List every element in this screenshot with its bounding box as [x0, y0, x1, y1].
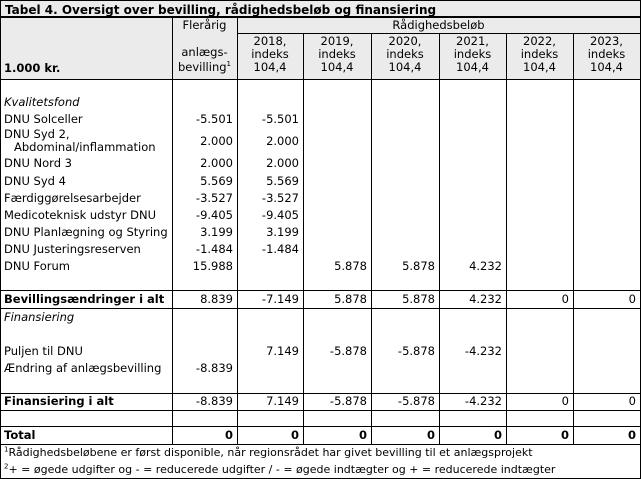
- row-value: [573, 260, 640, 274]
- grid-vline: [371, 33, 372, 444]
- year-label: 2020,: [388, 34, 422, 48]
- finansiering-total-value: -8.839: [195, 394, 233, 408]
- row-value: 3.199: [266, 225, 299, 239]
- year-index-label: indeks: [251, 47, 289, 61]
- year-label: 2023,: [590, 34, 623, 48]
- bevilling-total-label: Bevillingsændringer i alt: [4, 292, 165, 306]
- table-title: Tabel 4. Oversigt over bevilling, rådighedsbeløb og finansiering: [0, 0, 641, 17]
- unit-label: 1.000 kr.: [4, 61, 61, 75]
- total-value: 0: [358, 428, 367, 442]
- finansiering-total-value: 0: [628, 394, 636, 408]
- row-value: -5.501: [195, 112, 233, 126]
- row-value: [303, 226, 371, 240]
- row-value: -9.405: [195, 208, 233, 222]
- row-value: 5.569: [200, 174, 233, 188]
- row-value: 2.000: [200, 134, 233, 148]
- finansiering-total-label: Finansiering i alt: [4, 394, 114, 408]
- row-label: Abdominal/inflammation: [14, 140, 156, 154]
- grid-hline: [0, 444, 641, 445]
- year-index-label: indeks: [520, 47, 559, 61]
- row-value: [303, 135, 371, 148]
- row-value: [439, 175, 506, 189]
- year-label: 2018,: [253, 34, 287, 48]
- row-value: -9.405: [261, 208, 299, 222]
- row-value: [303, 243, 371, 257]
- fin-row-value: -5.878: [329, 344, 367, 358]
- row-value: [371, 175, 439, 189]
- section-kvalitetsfond: Kvalitetsfond: [4, 95, 80, 109]
- bevilling-total-value: 5.878: [334, 292, 367, 306]
- footnote-marker: 1: [4, 445, 9, 454]
- total-value: 0: [290, 428, 299, 442]
- row-value: [506, 243, 573, 257]
- row-value: 4.232: [469, 259, 502, 273]
- row-value: [573, 157, 640, 171]
- row-label: DNU Justeringsreserven: [4, 242, 141, 256]
- row-value: [506, 226, 573, 240]
- year-index-value: 104,4: [590, 60, 623, 74]
- fin-row-value: [573, 362, 640, 376]
- grid-vline: [237, 17, 238, 444]
- finansiering-total-value: -4.232: [464, 394, 502, 408]
- footnote-marker: 2: [4, 462, 9, 471]
- row-value: [573, 243, 640, 257]
- bevilling-total-value: 8.839: [200, 292, 233, 306]
- row-value: [303, 175, 371, 189]
- fin-row-value: [303, 362, 371, 376]
- row-value: [439, 209, 506, 223]
- row-value: [506, 175, 573, 189]
- row-value: [237, 260, 303, 274]
- total-label: Total: [4, 428, 36, 442]
- fin-row-value: -5.878: [397, 344, 435, 358]
- total-value: 0: [493, 428, 502, 442]
- fin-row-value: 7.149: [266, 344, 299, 358]
- row-value: 5.878: [402, 259, 435, 273]
- row-value: 5.569: [266, 174, 299, 188]
- footnote-marker: 1: [226, 60, 232, 69]
- row-value: 3.199: [200, 225, 233, 239]
- fin-row-value: [573, 345, 640, 359]
- grid-hline: [0, 410, 641, 411]
- total-value: 0: [426, 428, 435, 442]
- row-value: [371, 243, 439, 257]
- row-value: -1.484: [261, 242, 299, 256]
- row-value: [303, 209, 371, 223]
- total-value: 0: [627, 428, 636, 442]
- row-label: DNU Forum: [4, 259, 70, 273]
- row-value: [371, 192, 439, 206]
- grid-vline: [172, 17, 173, 444]
- grid-vline: [303, 33, 304, 444]
- fin-row-value: [439, 362, 506, 376]
- finansiering-total-value: 7.149: [266, 394, 299, 408]
- year-index-value: 104,4: [253, 60, 287, 74]
- fin-row-value: [506, 362, 573, 376]
- row-value: [371, 157, 439, 171]
- year-label: 2022,: [523, 34, 556, 48]
- year-index-value: 104,4: [523, 60, 556, 74]
- row-value: [439, 113, 506, 127]
- fin-row-label: Ændring af anlægsbevilling: [4, 361, 162, 375]
- flerarig-label-1: Flerårig: [182, 18, 227, 32]
- row-value: 2.000: [200, 156, 233, 170]
- finansiering-total-value: 0: [561, 394, 569, 408]
- year-index-label: indeks: [386, 47, 424, 61]
- row-value: [573, 175, 640, 189]
- grid-hline: [0, 79, 641, 80]
- fin-row-value: [371, 362, 439, 376]
- row-value: [303, 157, 371, 171]
- row-value: -1.484: [195, 242, 233, 256]
- row-label: DNU Solceller: [4, 112, 83, 126]
- row-value: [573, 226, 640, 240]
- row-value: [573, 192, 640, 206]
- total-value: 0: [560, 428, 569, 442]
- grid-hline: [0, 393, 641, 394]
- row-label: DNU Nord 3: [4, 156, 72, 170]
- row-value: [506, 135, 573, 148]
- row-value: [303, 192, 371, 206]
- row-value: [573, 113, 640, 127]
- row-value: [439, 135, 506, 148]
- row-value: [439, 226, 506, 240]
- total-value: 0: [224, 428, 233, 442]
- row-value: [506, 157, 573, 171]
- radighed-label: Rådighedsbeløb: [392, 18, 485, 32]
- fin-row-label: Puljen til DNU: [4, 344, 83, 358]
- grid-hline: [0, 308, 641, 309]
- row-label: Medicoteknisk udstyr DNU: [4, 208, 157, 222]
- fin-row-value: [237, 362, 303, 376]
- row-label: DNU Syd 4: [4, 174, 66, 188]
- row-value: [506, 209, 573, 223]
- row-value: 5.878: [334, 259, 367, 273]
- year-index-value: 104,4: [456, 60, 489, 74]
- flerarig-label-2: anlægs-: [181, 45, 228, 59]
- footnote-1: [4, 446, 640, 460]
- year-label: 2019,: [320, 34, 354, 48]
- row-value: [506, 192, 573, 206]
- row-value: -5.501: [261, 112, 299, 126]
- footnote-2: [4, 463, 640, 477]
- row-value: [439, 243, 506, 257]
- year-index-label: indeks: [587, 47, 626, 61]
- row-value: 2.000: [266, 156, 299, 170]
- row-value: [573, 135, 640, 148]
- grid-vline: [0, 17, 1, 479]
- fin-row-value: [506, 345, 573, 359]
- row-value: [371, 209, 439, 223]
- grid-vline: [573, 33, 574, 444]
- fin-row-value: [172, 345, 237, 359]
- grid-hline: [0, 426, 641, 427]
- section-finansiering: Finansiering: [4, 310, 75, 324]
- footnote-text: Rådighedsbeløbene er først disponible, når regionsrådet har givet bevilling til et anlægsprojekt: [8, 446, 533, 459]
- bevilling-total-value: 0: [561, 292, 569, 306]
- year-index-value: 104,4: [320, 60, 354, 74]
- row-label: DNU Syd 2,: [4, 127, 70, 141]
- row-label: Færdiggørelsesarbejder: [4, 191, 141, 205]
- grid-vline: [506, 33, 507, 444]
- row-label: DNU Planlægning og Styring: [4, 225, 168, 239]
- bevilling-total-value: 5.878: [402, 292, 435, 306]
- row-value: -3.527: [261, 191, 299, 205]
- row-value: [303, 113, 371, 127]
- row-value: [506, 113, 573, 127]
- grid-vline: [439, 33, 440, 444]
- row-value: [371, 135, 439, 148]
- fin-row-value: -8.839: [195, 361, 233, 375]
- finansiering-total-value: -5.878: [329, 394, 367, 408]
- finansiering-total-value: -5.878: [397, 394, 435, 408]
- flerarig-text: bevilling: [177, 60, 227, 74]
- row-value: [573, 209, 640, 223]
- footnote-text: + = øgede udgifter og - = reducerede udgifter / - = øgede indtægter og + = reducerede indtægter: [8, 463, 556, 476]
- fin-row-value: -4.232: [464, 344, 502, 358]
- row-value: [371, 226, 439, 240]
- year-index-label: indeks: [453, 47, 492, 61]
- grid-hline: [0, 17, 641, 18]
- year-index-label: indeks: [318, 47, 356, 61]
- row-value: [506, 260, 573, 274]
- flerarig-label-3: [172, 61, 237, 75]
- year-label: 2021,: [456, 34, 489, 48]
- bevilling-total-value: -7.149: [261, 292, 299, 306]
- row-value: [439, 157, 506, 171]
- bevilling-total-value: 4.232: [469, 292, 502, 306]
- row-value: 15.988: [192, 259, 233, 273]
- grid-hline: [0, 290, 641, 291]
- row-value: -3.527: [195, 191, 233, 205]
- row-value: [439, 192, 506, 206]
- bevilling-total-value: 0: [628, 292, 636, 306]
- year-index-value: 104,4: [388, 60, 422, 74]
- row-value: 2.000: [266, 134, 299, 148]
- row-value: [371, 113, 439, 127]
